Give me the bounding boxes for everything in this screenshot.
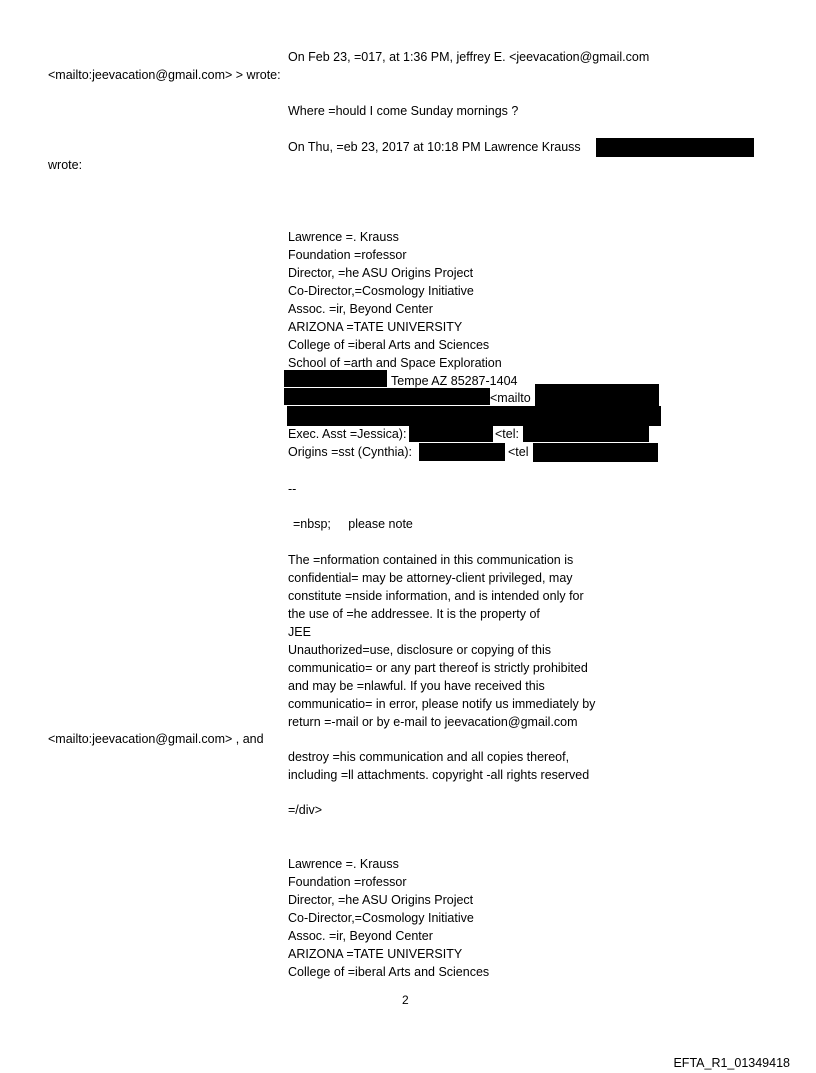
notice-line: JEE [288,625,311,639]
signature-line: Co-Director,=Cosmology Initiative [288,911,474,925]
signature-block-1 [288,228,502,372]
origins-tel-label: <tel [508,445,529,459]
signature-line: Foundation =rofessor [288,248,407,262]
redaction-box [596,138,754,157]
origins-asst-label: Origins =sst (Cynthia): [288,445,412,459]
document-id: EFTA_R1_01349418 [673,1056,790,1070]
redaction-box [284,388,490,405]
notice-mailto-line: <mailto:jeevacation@gmail.com> , and [48,732,264,746]
signature-line: Assoc. =ir, Beyond Center [288,929,433,943]
redaction-box [284,370,387,387]
redaction-box [535,384,659,406]
signature-line: Director, =he ASU Origins Project [288,893,474,907]
notice-line: confidential= may be attorney-client privileged, may [288,571,573,585]
notice-tail [288,748,589,784]
notice-line: constitute =nside information, and is intended only for [288,589,584,603]
notice-line: communicatio= in error, please notify us immediately by [288,697,596,711]
header-line-2: <mailto:jeevacation@gmail.com> > wrote: [48,68,281,82]
redaction-box [523,425,649,442]
separator: -- [288,482,297,496]
redaction-box [409,425,493,442]
signature-line: College of =iberal Arts and Sciences [288,965,490,979]
redaction-box [287,406,661,426]
question-line: Where =hould I come Sunday mornings ? [288,104,519,118]
header-line-1: On Feb 23, =017, at 1:36 PM, jeffrey E. <jeevacation@gmail.com [288,50,650,64]
notice-line: the use of =he addressee. It is the property of [288,607,540,621]
reply-header-line-1: On Thu, =eb 23, 2017 at 10:18 PM Lawrence Krauss [288,140,581,154]
signature-line: Lawrence =. Krauss [288,230,399,244]
notice-line: and may be =nlawful. If you have received this [288,679,545,693]
div-close-line: =/div> [288,803,323,817]
notice-line: destroy =his communication and all copies thereof, [288,750,570,764]
signature-line: Assoc. =ir, Beyond Center [288,302,433,316]
redaction-box [533,443,658,462]
signature-line: Director, =he ASU Origins Project [288,266,474,280]
notice-line: including =ll attachments. copyright -all rights reserved [288,768,590,782]
notice-line: Unauthorized=use, disclosure or copying of this [288,643,551,657]
reply-header-line-2: wrote: [48,158,83,172]
signature-line: College of =iberal Arts and Sciences [288,338,490,352]
signature-line: Foundation =rofessor [288,875,407,889]
confidentiality-notice [288,551,595,731]
notice-line: return =-mail or by e-mail to jeevacation@gmail.com [288,715,578,729]
signature-address: Tempe AZ 85287-1404 [391,374,518,388]
notice-line: The =nformation contained in this communication is [288,553,574,567]
page-number: 2 [402,993,409,1007]
nbsp-line: =nbsp; please note [293,517,413,531]
exec-tel-label: <tel: [495,427,519,441]
signature-line: Lawrence =. Krauss [288,857,399,871]
signature-line: ARIZONA =TATE UNIVERSITY [288,320,463,334]
signature-line: Co-Director,=Cosmology Initiative [288,284,474,298]
signature-block-2 [288,855,489,981]
exec-asst-label: Exec. Asst =Jessica): [288,427,407,441]
redaction-box [419,443,505,461]
signature-line: School of =arth and Space Exploration [288,356,502,370]
notice-line: communicatio= or any part thereof is strictly prohibited [288,661,588,675]
signature-line: ARIZONA =TATE UNIVERSITY [288,947,463,961]
signature-mailto: <mailto [490,391,531,405]
